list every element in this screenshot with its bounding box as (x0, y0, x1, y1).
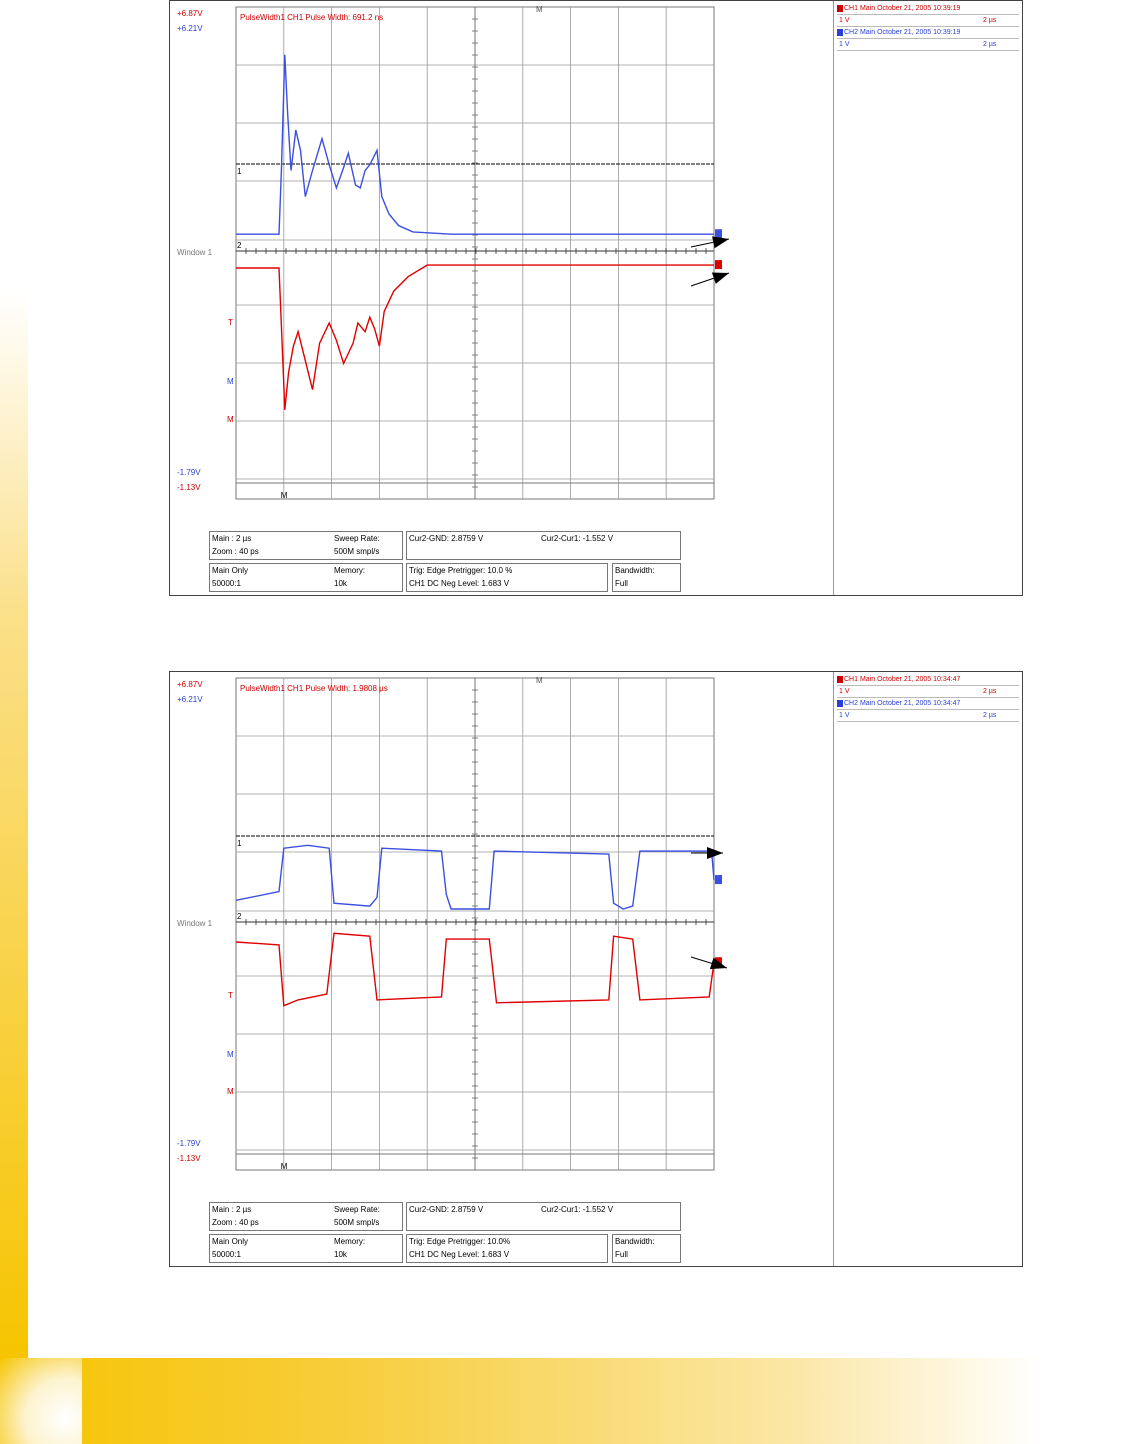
trigger-marker: T (228, 991, 233, 1000)
ch1-bottom-scale-label: -1.13V (177, 483, 201, 492)
ch1-time-scale: 2 µs (983, 17, 997, 24)
channel-end-marker (715, 260, 722, 269)
ch1-volt-scale: 1 V (839, 688, 850, 695)
trigger-mode: Trig: Edge Pretrigger: 10.0% (409, 1237, 511, 1246)
ch1-info-row (837, 3, 1019, 15)
memory-value: 10k (334, 1250, 347, 1259)
bottom-corner-accent (0, 1358, 82, 1444)
trigger-level: CH1 DC Neg Level: 1.683 V (409, 1250, 510, 1259)
scope-screenshot-2 (169, 671, 1023, 1267)
trigger-level: CH1 DC Neg Level: 1.683 V (409, 579, 510, 588)
acq-mode: Main Only (212, 566, 249, 575)
left-accent-bar (0, 290, 28, 1360)
ch2-bottom-scale-label: -1.79V (177, 468, 201, 477)
panel-separator (833, 1, 834, 595)
main-timebase: Main : 2 µs (212, 1205, 252, 1214)
ch2-color-square (837, 29, 843, 36)
bottom-accent-bar (0, 1358, 1134, 1444)
sweep-label: Sweep Rate: (334, 1205, 380, 1214)
bandwidth-label: Bandwidth: (615, 1237, 655, 1246)
cursor-box (406, 531, 681, 560)
bandwidth-box (612, 563, 681, 592)
ch1-volt-scale: 1 V (839, 17, 850, 24)
cursor-box (406, 1202, 681, 1231)
scope-screenshot-1 (169, 0, 1023, 596)
bandwidth-value: Full (615, 1250, 628, 1259)
cursor-gnd-readout: Cur2-GND: 2.8759 V (409, 1205, 484, 1214)
ch1-top-scale-label: +6.87V (177, 9, 203, 18)
trigger-box (406, 563, 608, 592)
ch2-info-row (837, 698, 1019, 710)
window-label: Window 1 (177, 919, 213, 928)
ch1-info-text: CH1 Main October 21, 2005 10:39:19 (844, 5, 961, 12)
channel-info-panel (837, 674, 1019, 722)
acq-ratio: 50000:1 (212, 579, 241, 588)
memory-value: 10k (334, 579, 347, 588)
channel-end-marker (715, 875, 722, 884)
sweep-value: 500M smpl/s (334, 547, 380, 556)
main-timebase: Main : 2 µs (212, 534, 252, 543)
zoom-timebase: Zoom : 40 ps (212, 547, 259, 556)
ch1-info-row (837, 674, 1019, 686)
window-label: Window 1 (177, 248, 213, 257)
ch1-m-marker: M (227, 415, 234, 424)
ch1-bottom-scale-label: -1.13V (177, 1154, 201, 1163)
timebase-box (209, 1202, 403, 1231)
bottom-m-marker: M (280, 1162, 288, 1171)
ch2-info-row (837, 27, 1019, 39)
bottom-m-marker: M (280, 491, 288, 500)
ch1-scale-row (837, 686, 1019, 698)
ch2-m-marker: M (227, 1050, 234, 1059)
cursor-delta-readout: Cur2-Cur1: -1.552 V (541, 534, 614, 543)
ch1-info-text: CH1 Main October 21, 2005 10:34:47 (844, 676, 961, 683)
ch2-scale-row (837, 710, 1019, 722)
scope-plot-svg (170, 1, 1022, 595)
ch2-bottom-scale-label: -1.79V (177, 1139, 201, 1148)
annotation-arrow-head (707, 847, 723, 859)
ch2-time-scale: 2 µs (983, 712, 997, 719)
top-m-marker: M (536, 5, 543, 14)
ch2-marker: 2 (237, 912, 242, 921)
ch2-info-text: CH2 Main October 21, 2005 10:34:47 (844, 700, 961, 707)
ch2-volt-scale: 1 V (839, 712, 850, 719)
acquisition-box (209, 1234, 403, 1263)
annotation-arrow-head (712, 236, 729, 248)
trigger-box (406, 1234, 608, 1263)
memory-label: Memory: (334, 566, 366, 575)
acq-ratio: 50000:1 (212, 1250, 241, 1259)
bandwidth-box (612, 1234, 681, 1263)
ch2-top-scale-label: +6.21V (177, 24, 203, 33)
zoom-timebase: Zoom : 40 ps (212, 1218, 259, 1227)
channel-end-marker (715, 229, 722, 238)
ch1-top-scale-label: +6.87V (177, 680, 203, 689)
ch2-m-marker: M (227, 377, 234, 386)
ch2-marker: 2 (237, 241, 242, 250)
ch1-marker: 1 (237, 839, 242, 848)
ch1-marker: 1 (237, 167, 242, 176)
channel-info-panel (837, 3, 1019, 51)
memory-label: Memory: (334, 1237, 366, 1246)
sweep-value: 500M smpl/s (334, 1218, 380, 1227)
ch2-time-scale: 2 µs (983, 41, 997, 48)
ch2-info-text: CH2 Main October 21, 2005 10:39:19 (844, 29, 961, 36)
timebase-box (209, 531, 403, 560)
ch1-time-scale: 2 µs (983, 688, 997, 695)
ch1-scale-row (837, 15, 1019, 27)
cursor-gnd-readout: Cur2-GND: 2.8759 V (409, 534, 484, 543)
ch2-scale-row (837, 39, 1019, 51)
panel-separator (833, 672, 834, 1266)
bandwidth-value: Full (615, 579, 628, 588)
top-m-marker: M (536, 676, 543, 685)
chart-title: PulseWidth1 CH1 Pulse Width: 691.2 ns (240, 13, 384, 22)
sweep-label: Sweep Rate: (334, 534, 380, 543)
cursor-delta-readout: Cur2-Cur1: -1.552 V (541, 1205, 614, 1214)
acq-mode: Main Only (212, 1237, 249, 1246)
acquisition-box (209, 563, 403, 592)
ch1-m-marker: M (227, 1087, 234, 1096)
scope-plot-svg (170, 672, 1022, 1266)
chart-title: PulseWidth1 CH1 Pulse Width: 1.9808 µs (240, 684, 388, 693)
trigger-mode: Trig: Edge Pretrigger: 10.0 % (409, 566, 513, 575)
ch1-color-square (837, 5, 843, 12)
ch2-color-square (837, 700, 843, 707)
ch2-top-scale-label: +6.21V (177, 695, 203, 704)
bandwidth-label: Bandwidth: (615, 566, 655, 575)
ch2-volt-scale: 1 V (839, 41, 850, 48)
ch1-color-square (837, 676, 843, 683)
trigger-marker: T (228, 318, 233, 327)
